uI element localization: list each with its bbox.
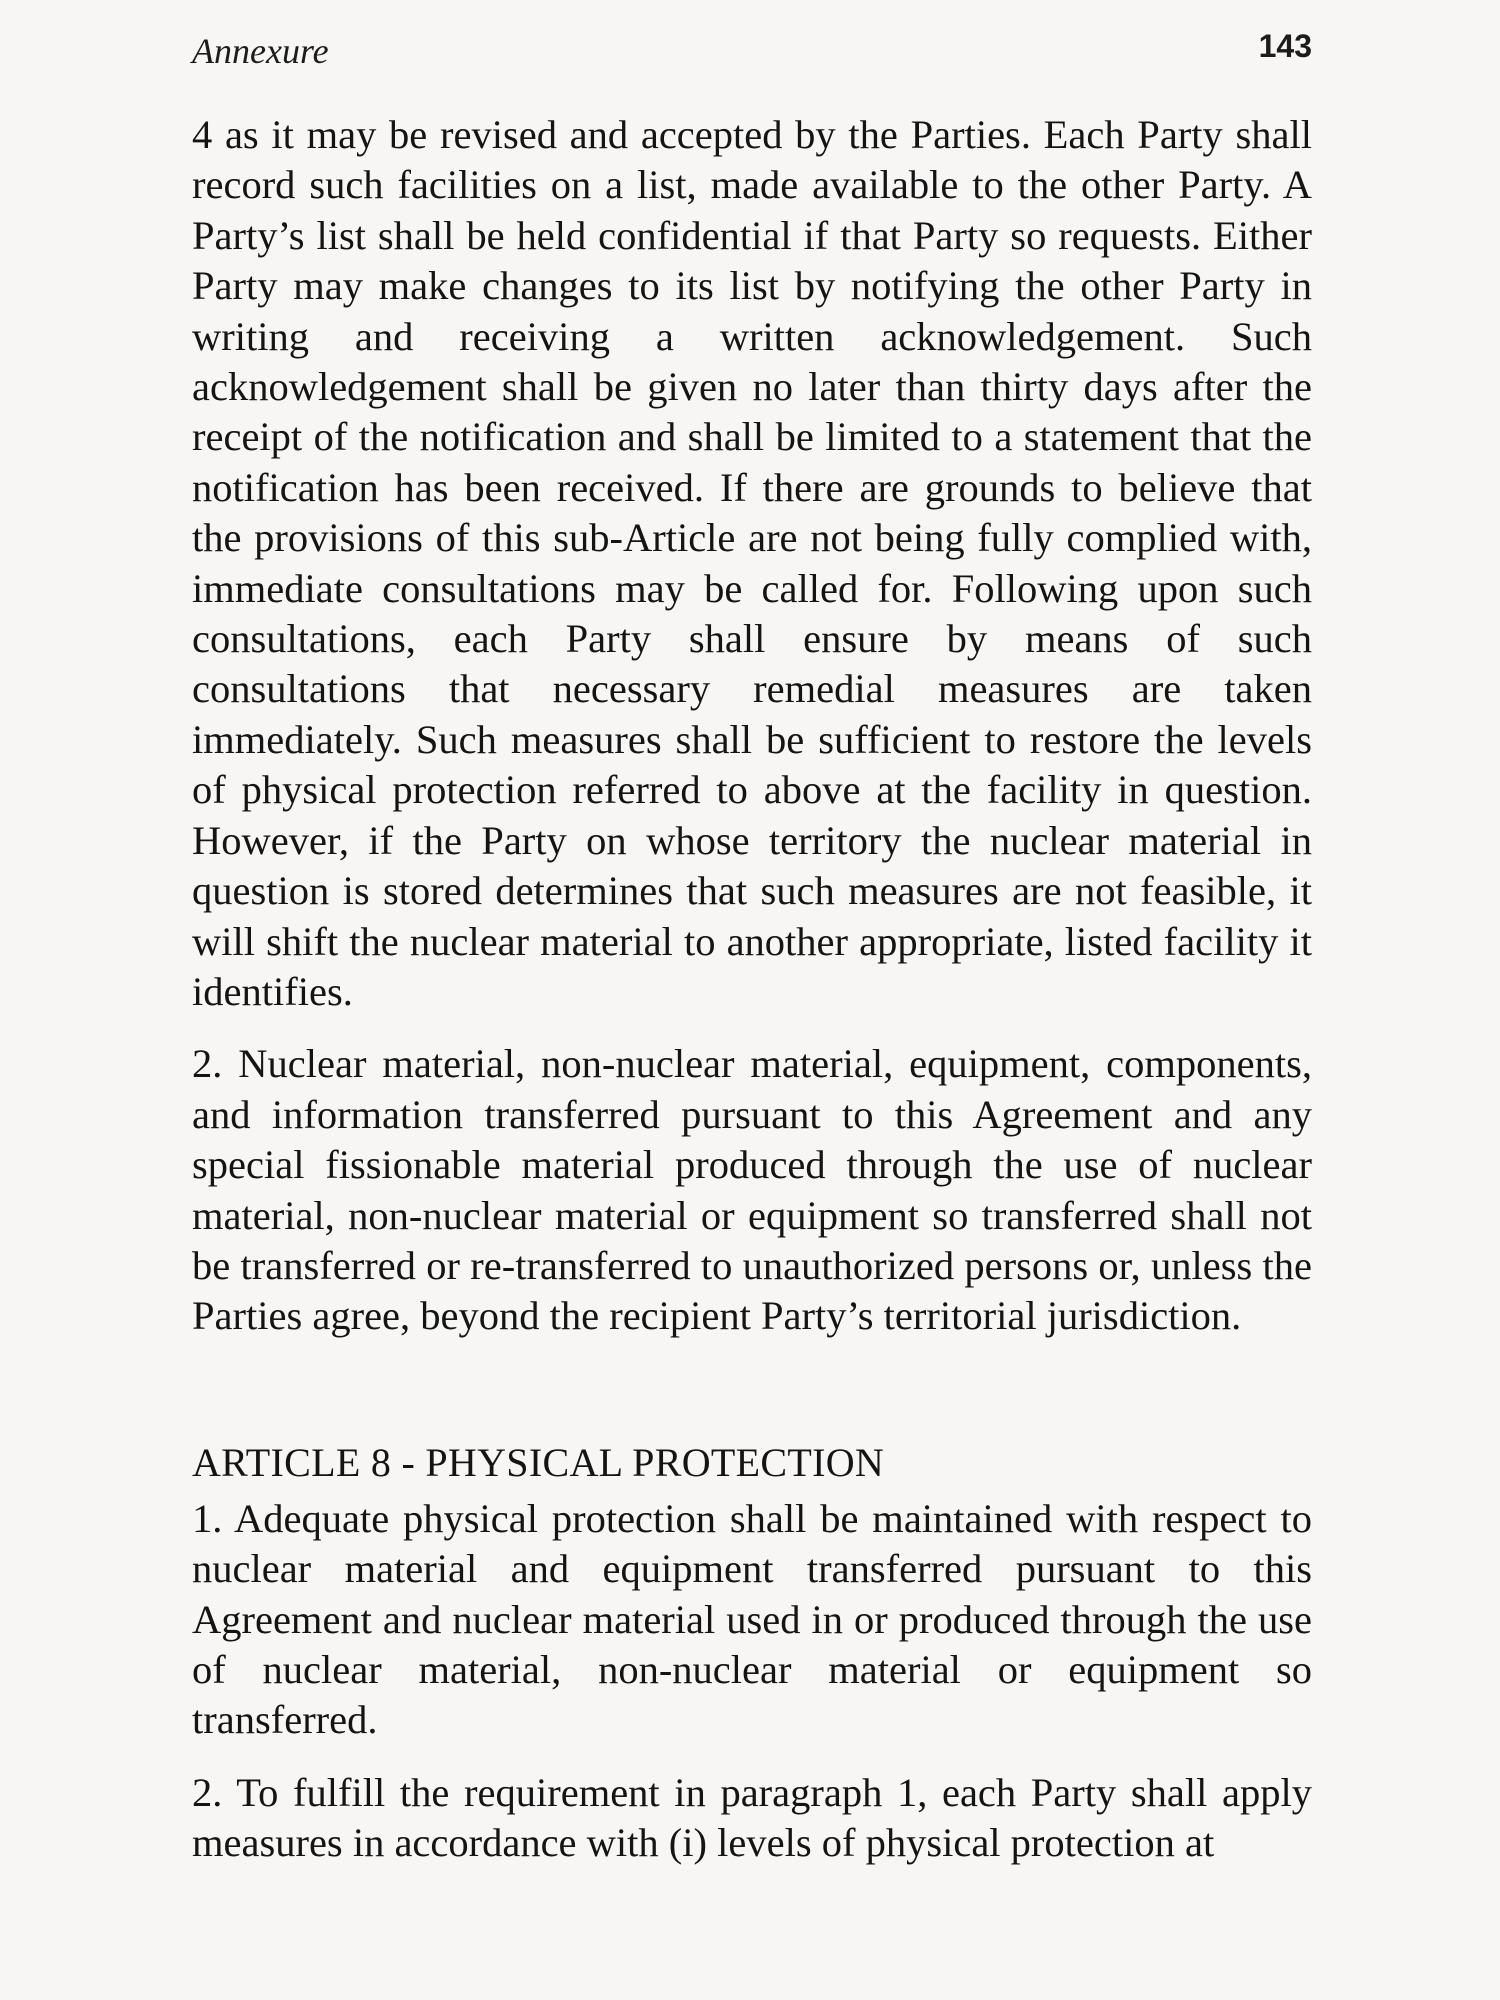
article-heading: ARTICLE 8 - PHYSICAL PROTECTION bbox=[192, 1439, 885, 1485]
article-paragraph-2: 2. To fulfill the requirement in paragraph 1, each Party shall apply measures in accordance with (i) levels of physical protection at bbox=[192, 1769, 1312, 1866]
article-paragraph-1: 1. Adequate physical protection shall be maintained with respect to nuclear material and equipment transferred pursuant to this Agreement and nuclear material used in or produced through the use of nuclear material, non-nuclear material or equipment so transferred. bbox=[192, 1495, 1312, 1743]
page-number: 143 bbox=[1258, 28, 1312, 64]
paragraph-facility-list: 4 as it may be revised and accepted by the Parties. Each Party shall record such facilities on a list, made available to the other Party. A Party’s list shall be held confidential if that Party so requests. Either Party may make changes to its list by notifying the other Party in writing and receiving a written acknowledgement. Such acknowledgement shall be given no later than thirty days after the receipt of the notification and shall be limited to a statement that the notification has been received. If there are grounds to believe that the provisions of this sub-Article are not being fully complied with, immediate consultations may be called for. Following upon such consultations, each Party shall ensure by means of such consultations that necessary remedial measures are taken immediately. Such measures shall be sufficient to restore the levels of physical protection referred to above at the facility in question. However, if the Party on whose territory the nuclear material in question is stored determines that such measures are not feasible, it will shift the nuclear material to another appropriate, listed facility it identifies. bbox=[192, 112, 1312, 1014]
section-spacer bbox=[192, 1342, 1312, 1438]
paragraph-retransfer: 2. Nuclear material, non-nuclear material, equipment, components, and information transferred pursuant to this Agreement and any special fissionable material produced through the use of nuclear material, non-nuclear material or equipment so transferred shall not be transferred or re-transferred to unauthorized persons or, unless the Parties agree, beyond the recipient Party’s territorial jurisdiction. bbox=[192, 1041, 1312, 1339]
running-head: Annexure bbox=[192, 31, 329, 71]
page-header bbox=[192, 22, 1312, 82]
body-text bbox=[192, 110, 1312, 1869]
